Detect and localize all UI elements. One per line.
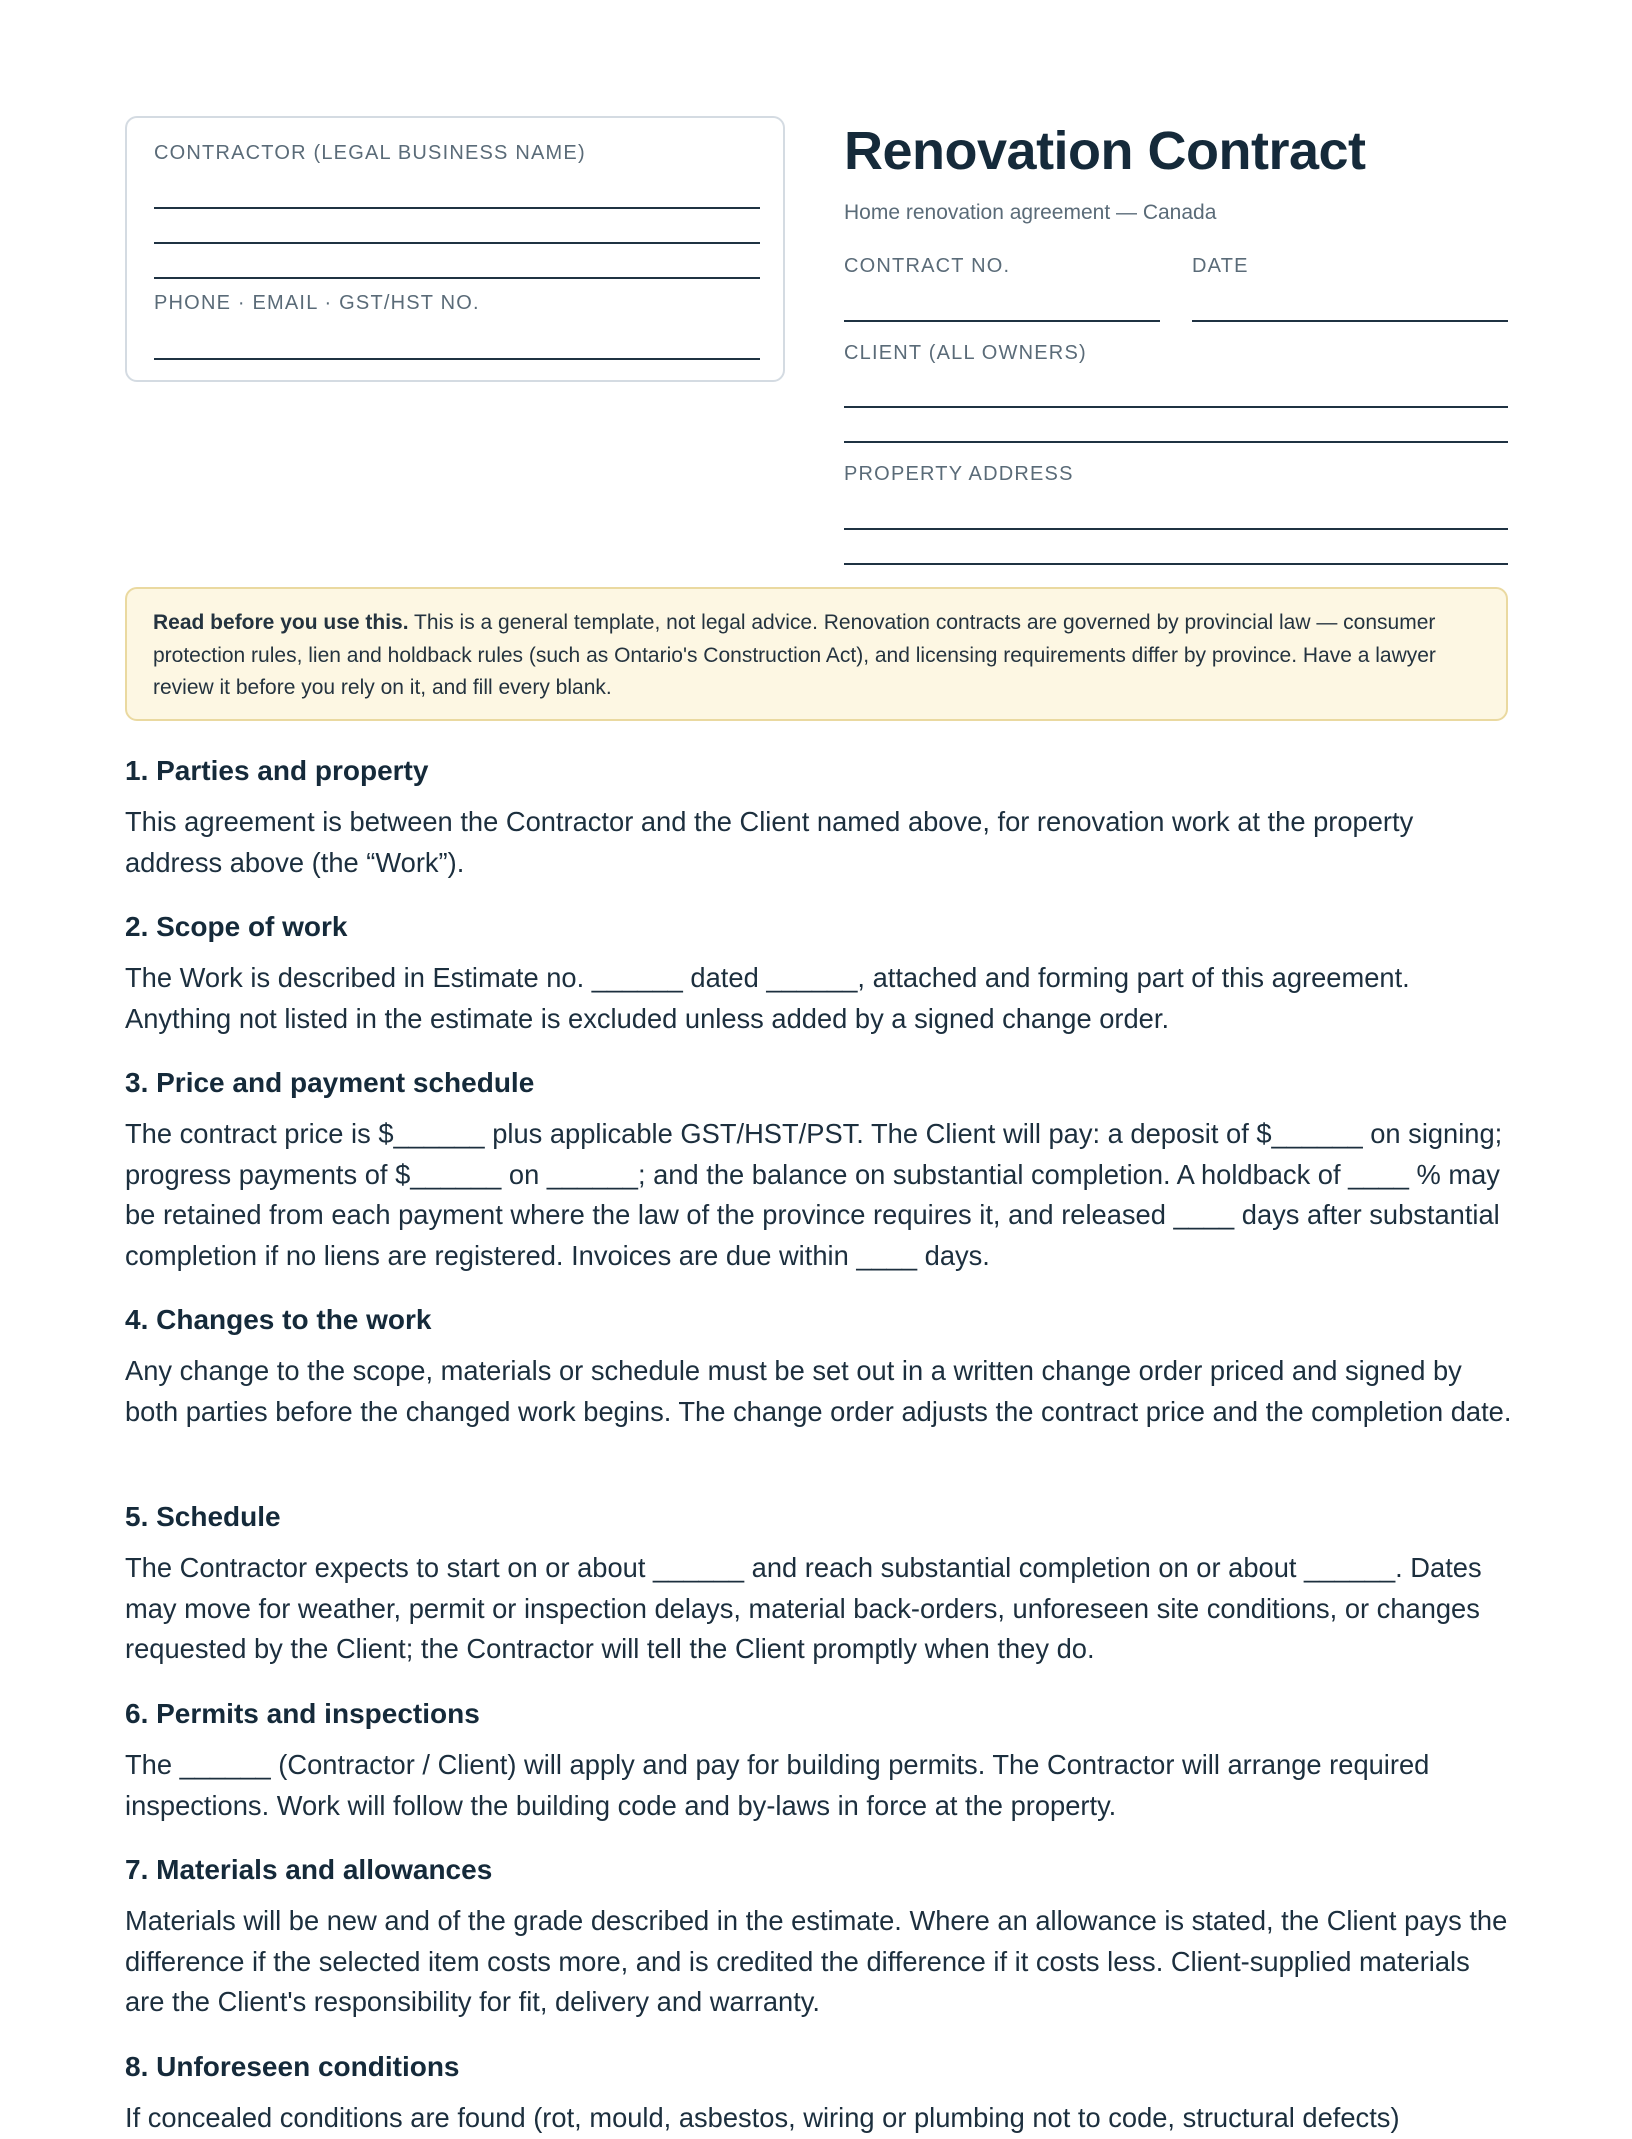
contract-no-label: CONTRACT NO. (844, 255, 1011, 277)
contractor-name-line-3[interactable] (154, 277, 760, 279)
section-heading: 6. Permits and inspections (125, 1698, 480, 1729)
property-line-1[interactable] (844, 528, 1508, 530)
contractor-label: CONTRACTOR (LEGAL BUSINESS NAME) (154, 142, 586, 164)
client-line-1[interactable] (844, 406, 1508, 408)
section-heading: 3. Price and payment schedule (125, 1067, 535, 1098)
property-label: PROPERTY ADDRESS (844, 463, 1074, 485)
date-label: DATE (1192, 255, 1249, 277)
section-unforeseen (125, 2050, 1515, 2139)
section-body: The Contractor expects to start on or about ______ and reach substantial completion on or about ______. Dates may move for weather, permit or inspection delays, material back-orders, unforeseen site conditions, or changes requested by the Client; the Contractor will tell the Client promptly when they do. (125, 1552, 1482, 1664)
section-schedule (125, 1500, 1515, 1670)
section-scope (125, 910, 1515, 1039)
notice-body: This is a general template, not legal advice. Renovation contracts are governed by provincial law — consumer protection rules, lien and holdback rules (such as Ontario's Construction Act), and licensing requirements differ by province. Have a lawyer review it before you rely on it, and fill every blank. (153, 611, 1436, 699)
section-heading: 4. Changes to the work (125, 1304, 432, 1335)
section-changes (125, 1303, 1515, 1432)
section-body: If concealed conditions are found (rot, mould, asbestos, wiring or plumbing not to code, structural defects) (125, 2102, 1400, 2133)
page-title: Renovation Contract (844, 121, 1366, 181)
section-body: The ______ (Contractor / Client) will apply and pay for building permits. The Contractor will arrange required inspections. Work will follow the building code and by-laws in force at the property. (125, 1749, 1430, 1821)
section-body: The contract price is $______ plus applicable GST/HST/PST. The Client will pay: a deposit of $______ on signing; progress payments of $______ on ______; and the balance on substantial completion. A holdback of ____ % may be retained from each payment where the law of the province requires it, and released ____ days after substantial completion if no liens are registered. Invoices are due within ____ days. (125, 1118, 1503, 1271)
section-heading: 5. Schedule (125, 1501, 281, 1532)
section-permits (125, 1697, 1515, 1826)
section-heading: 8. Unforeseen conditions (125, 2051, 460, 2082)
section-heading: 7. Materials and allowances (125, 1854, 493, 1885)
contractor-name-line-2[interactable] (154, 242, 760, 244)
contact-line[interactable] (154, 358, 760, 360)
contact-label: PHONE · EMAIL · GST/HST NO. (154, 292, 480, 314)
property-line-2[interactable] (844, 563, 1508, 565)
section-body: The Work is described in Estimate no. ______ dated ______, attached and forming part of this agreement. Anything not listed in the estimate is excluded unless added by a signed change order. (125, 962, 1410, 1034)
contractor-box (125, 116, 785, 382)
date-line[interactable] (1192, 320, 1508, 322)
section-heading: 1. Parties and property (125, 755, 429, 786)
notice-box (125, 587, 1508, 721)
notice-lead: Read before you use this. (153, 611, 409, 634)
contractor-name-line-1[interactable] (154, 207, 760, 209)
page-subtitle: Home renovation agreement — Canada (844, 201, 1217, 224)
section-body: Materials will be new and of the grade described in the estimate. Where an allowance is stated, the Client pays the difference if the selected item costs more, and is credited the difference if it costs less. Client-supplied materials are the Client's responsibility for fit, delivery and warranty. (125, 1905, 1508, 2017)
section-materials (125, 1853, 1515, 2023)
section-heading: 2. Scope of work (125, 911, 348, 942)
section-parties (125, 754, 1515, 883)
section-price (125, 1066, 1515, 1276)
section-body: This agreement is between the Contractor and the Client named above, for renovation work at the property address above (the “Work”). (125, 806, 1414, 878)
section-body: Any change to the scope, materials or schedule must be set out in a written change order priced and signed by both parties before the changed work begins. The change order adjusts the contract price and the completion date. (125, 1355, 1512, 1427)
client-label: CLIENT (ALL OWNERS) (844, 342, 1087, 364)
client-line-2[interactable] (844, 441, 1508, 443)
contract-no-line[interactable] (844, 320, 1160, 322)
